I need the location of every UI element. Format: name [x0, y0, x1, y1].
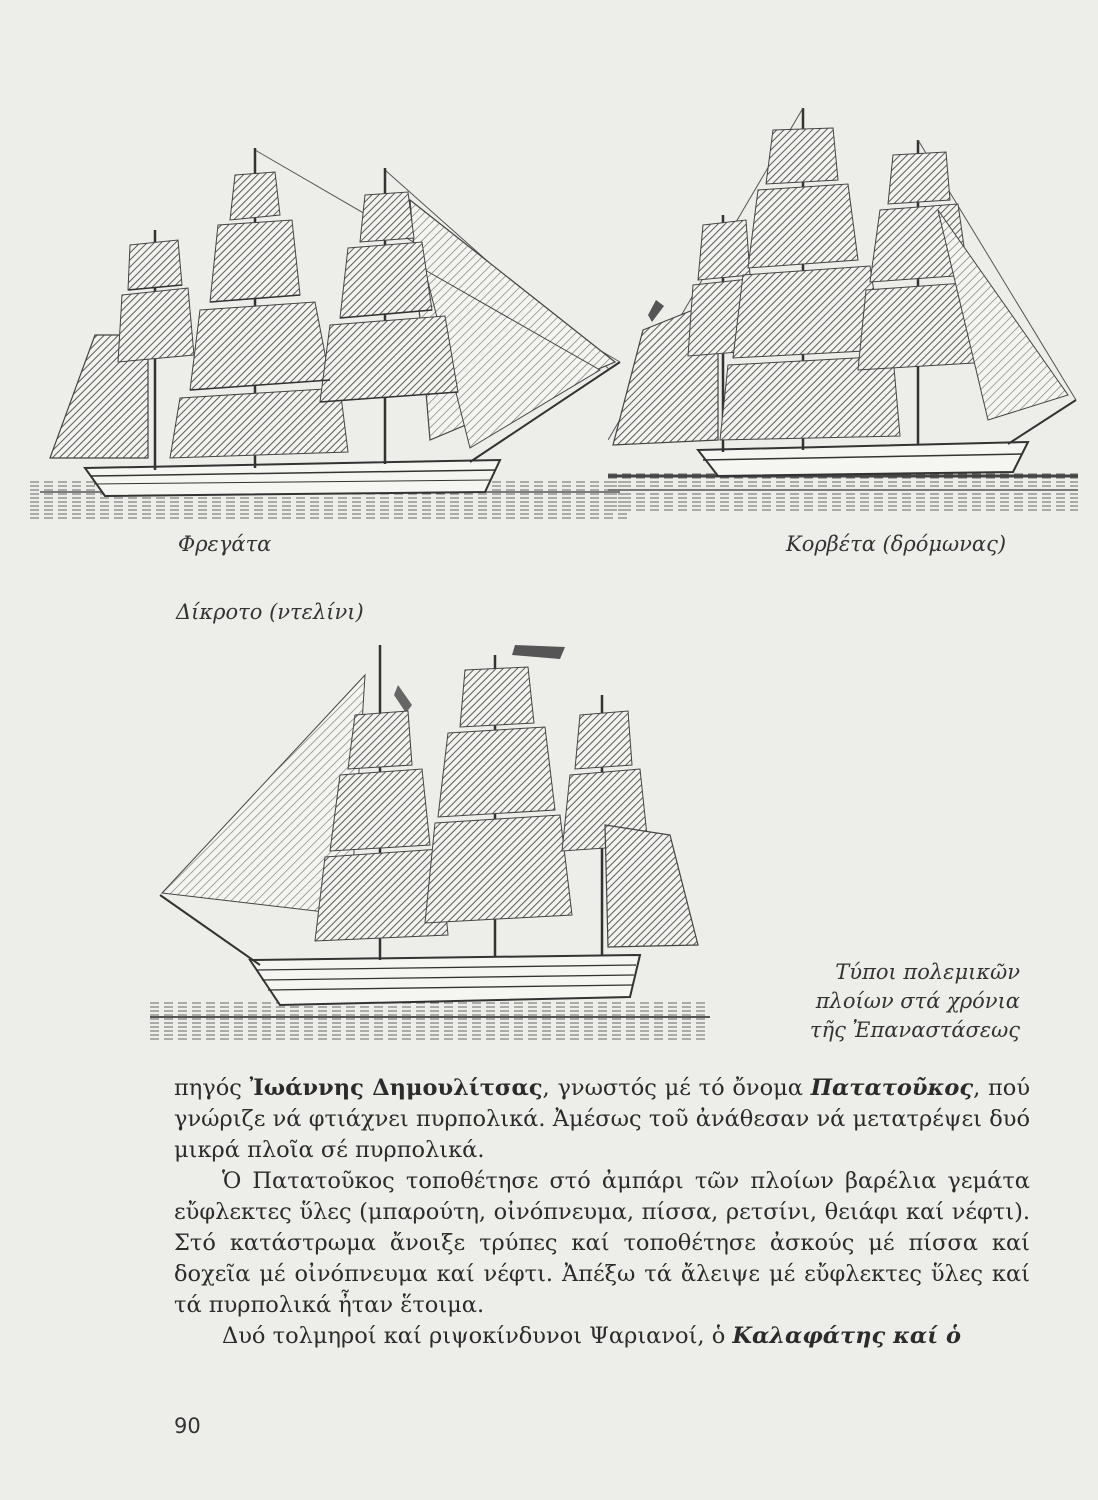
two-decker-illustration	[150, 625, 710, 1045]
two-decker-caption: Δίκροτο (ντελίνι)	[176, 600, 364, 624]
p3-text-start: Δυό τολμηροί καί ριψοκίνδυνοι Ψαριανοί, ὁ	[222, 1323, 733, 1349]
p1-text-end: , πού γνώριζε νά φτιάχνει πυρπολικά. Ἀμέσως τοῦ ἀνάθεσαν νά μετατρέψει δυό μικρά πλοῖα σέ πυρπολικά.	[174, 1075, 1031, 1163]
page-number: 90	[174, 1414, 201, 1438]
p1-text-mid: , γνωστός μέ τό ὄνομα	[542, 1075, 811, 1101]
corvette-caption: Κορβέτα (δρόμωνας)	[786, 532, 1007, 556]
figure-summary-caption	[760, 958, 1020, 1045]
summary-caption-line-1: Τύποι πολεμικῶν	[835, 960, 1020, 984]
person-name-kalafatis: Καλαφάτης καί ὁ	[732, 1323, 961, 1349]
person-name-patatoukos: Πατατοῦκος	[810, 1075, 974, 1101]
person-name-dimoulitsas: Ἰωάννης Δημουλίτσας	[249, 1075, 543, 1101]
summary-caption-line-2: πλοίων στά χρόνια	[815, 989, 1020, 1013]
p1-text-start: πηγός	[174, 1075, 250, 1101]
paragraph-2: Ὁ Πατατοῦκος τοποθέτησε στό ἀμπάρι τῶν πλοίων βαρέλια γεμάτα εὔφλεκτες ὕλες (μπαρούτη, οἰνόπνευμα, πίσσα, ρετσίνι, θειάφι καί νέφτι). Στό κατάστρωμα ἄνοιξε τρύπες καί τοποθέτησε ἀσκούς μέ πίσσα καί δοχεῖα μέ οἰνόπνευμα καί νέφτι. Ἀπέξω τά ἄλειψε μέ εὔφλεκτες ὕλες καί τά πυρπολικά ἦταν ἕτοιμα.	[174, 1168, 1030, 1318]
paragraph-1	[174, 1073, 1030, 1166]
frigate-illustration	[30, 140, 630, 525]
paragraph-3	[174, 1321, 1030, 1352]
body-text	[174, 1073, 1030, 1352]
frigate-caption: Φρεγάτα	[178, 532, 272, 556]
summary-caption-line-3: τῆς Ἐπαναστάσεως	[809, 1018, 1020, 1042]
corvette-illustration	[608, 100, 1078, 520]
